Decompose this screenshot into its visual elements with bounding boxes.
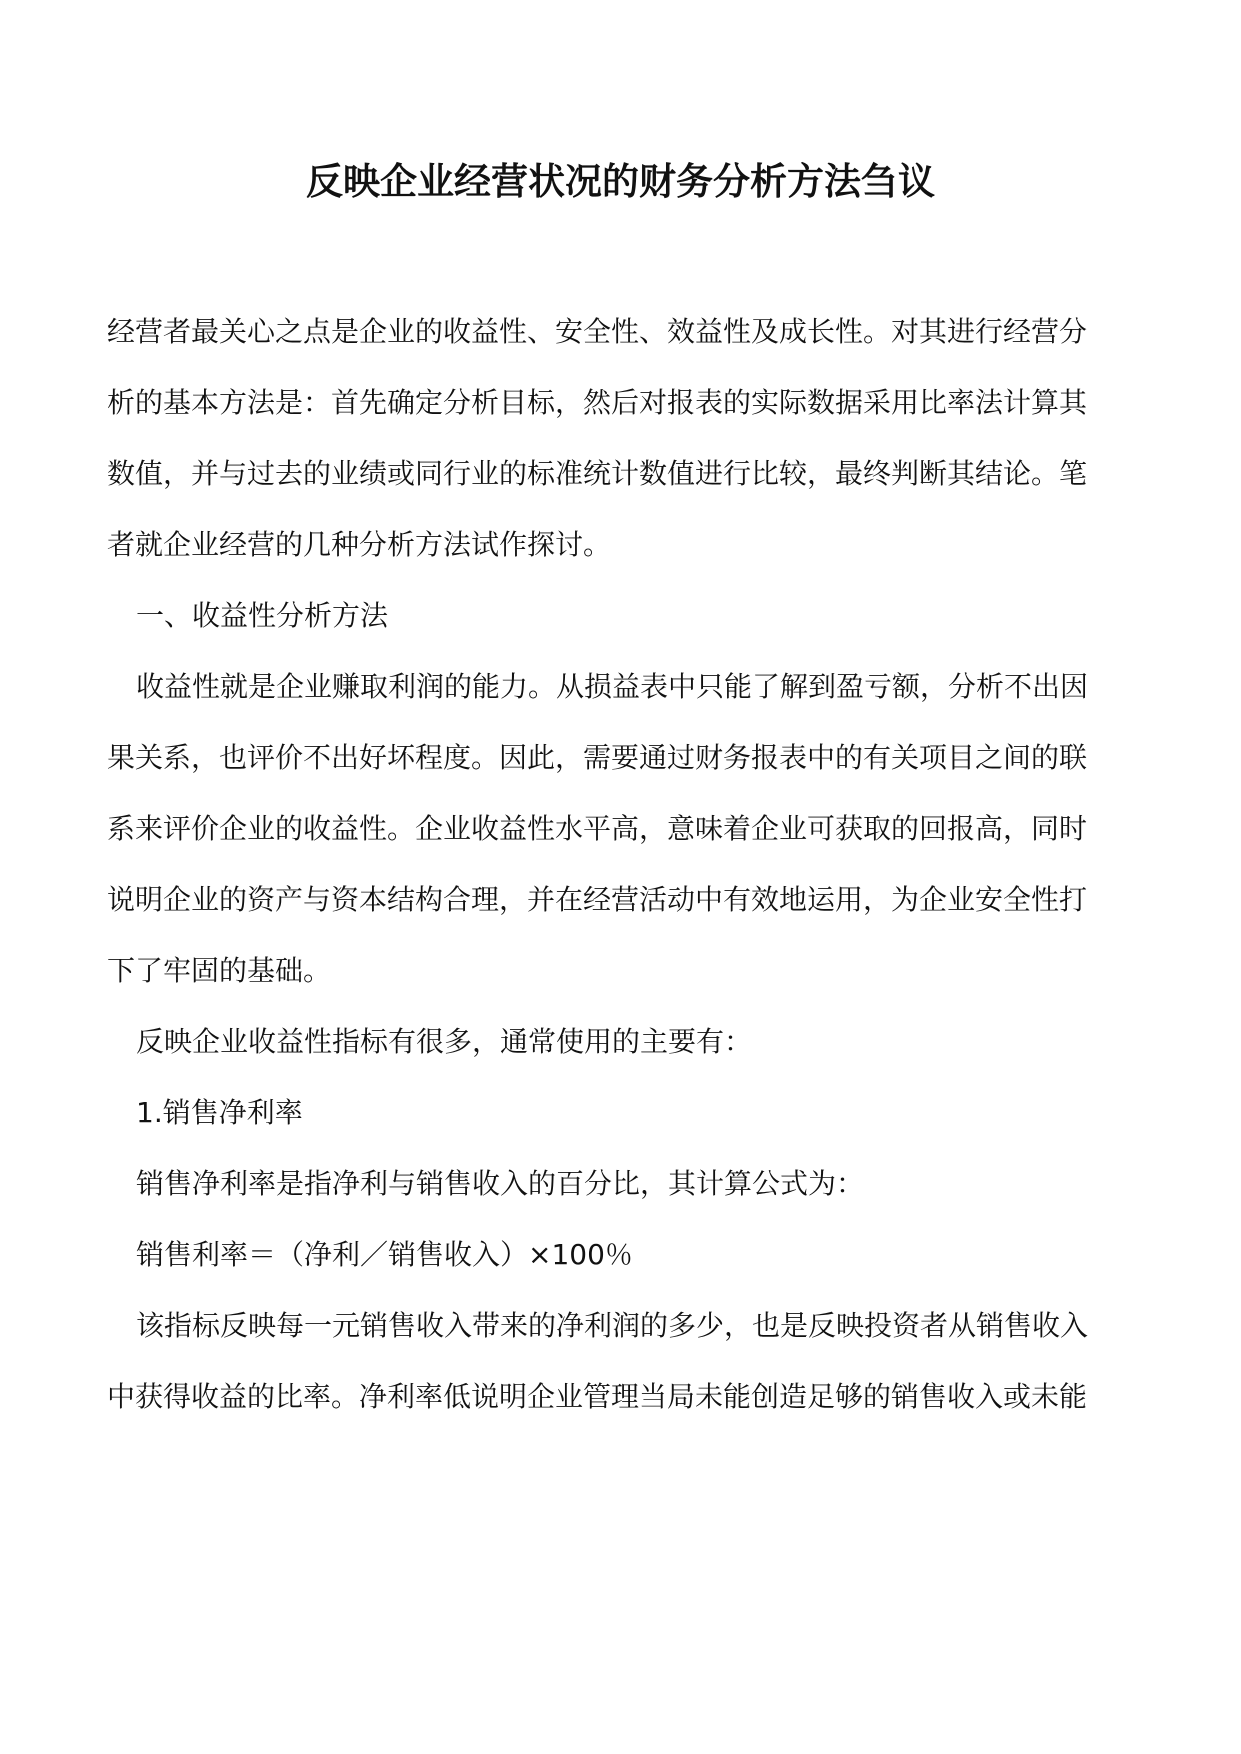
- paragraph-line: 果关系，也评价不出好坏程度。因此，需要通过财务报表中的有关项目之间的联: [107, 741, 1088, 774]
- document-body: [107, 296, 1137, 1432]
- paragraph-line: 数值，并与过去的业绩或同行业的标准统计数值进行比较，最终判断其结论。笔: [107, 457, 1088, 490]
- document-title: 反映企业经营状况的财务分析方法刍议: [306, 160, 935, 203]
- paragraph-line: 反映企业收益性指标有很多，通常使用的主要有：: [136, 1025, 753, 1058]
- paragraph-line: 系来评价企业的收益性。企业收益性水平高，意味着企业可获取的回报高，同时: [107, 812, 1088, 845]
- paragraph-line: 收益性就是企业赚取利润的能力。从损益表中只能了解到盈亏额，分析不出因: [136, 670, 1089, 703]
- paragraph-line: 该指标反映每一元销售收入带来的净利润的多少，也是反映投资者从销售收入: [136, 1309, 1089, 1342]
- paragraph-line: 说明企业的资产与资本结构合理，并在经营活动中有效地运用，为企业安全性打: [107, 883, 1088, 916]
- subsection-heading: 1.销售净利率: [136, 1096, 303, 1129]
- paragraph-line: 下了牢固的基础。: [107, 954, 332, 987]
- paragraph-line: 者就企业经营的几种分析方法试作探讨。: [107, 528, 612, 561]
- paragraph-line: 销售净利率是指净利与销售收入的百分比，其计算公式为：: [136, 1167, 865, 1200]
- paragraph-line: 经营者最关心之点是企业的收益性、安全性、效益性及成长性。对其进行经营分: [107, 315, 1088, 348]
- paragraph-line: 析的基本方法是：首先确定分析目标，然后对报表的实际数据采用比率法计算其: [107, 386, 1088, 419]
- section-heading: 一、收益性分析方法: [136, 599, 389, 632]
- formula-line: 销售利率＝（净利／销售收入）×100％: [136, 1238, 633, 1271]
- paragraph-line: 中获得收益的比率。净利率低说明企业管理当局未能创造足够的销售收入或未能: [107, 1380, 1088, 1413]
